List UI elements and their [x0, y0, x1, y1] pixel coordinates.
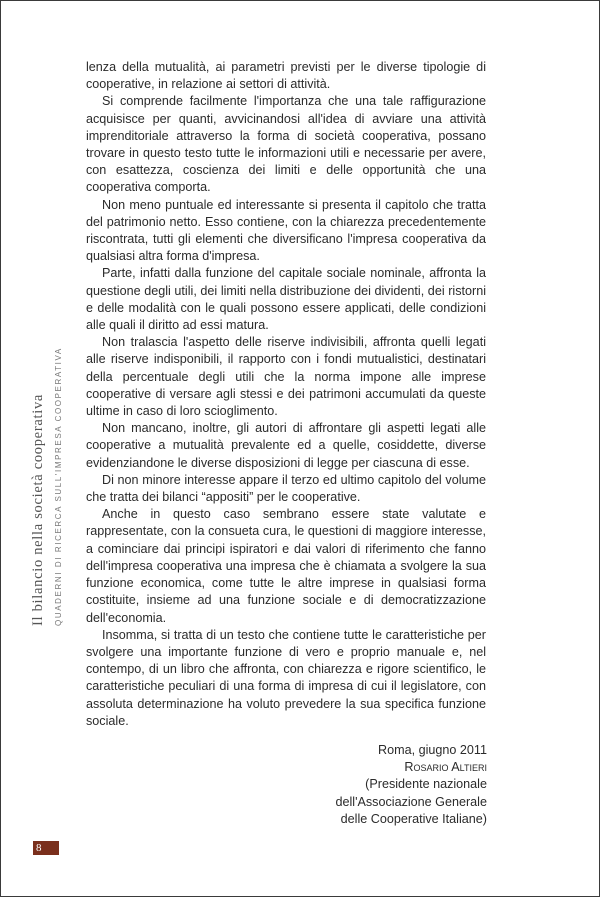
paragraph: Si comprende facilmente l'importanza che una tale raffigurazione acquisisce per quanti, avvicinandosi all'idea di avviare una attività imprenditoriale attraverso la forma di società cooperativa, possano trovare in questo testo tutte le informazioni utili e necessarie per avere, con esattezza, coscienza dei limiti e delle opportunità che una cooperativa comporta.	[86, 94, 486, 195]
signature-name: Rosario Altieri	[404, 760, 487, 775]
signature-block	[335, 742, 487, 828]
paragraph: Anche in questo caso sembrano essere state valutate e rappresentate, con la consueta cura, le questioni di maggiore interesse, a cominciare dai principi ispiratori e dai valori di riferimento che fanno dell'impresa cooperativa una impresa che è chiamata a svolgere la sua funzione economica, come tutte le altre imprese in qualsiasi forma costituite, insieme ad una funzione sociale e di democratizzazione dell'economia.	[86, 507, 486, 625]
paragraph: Parte, infatti dalla funzione del capitale sociale nominale, affronta la questione degli utili, dei limiti nella distribuzione dei dividenti, dei ristorni e delle modalità con le quali possono essere applicati, delle condizioni alle quali il diritto ad essi matura.	[86, 266, 486, 333]
series-subtitle-vertical: QUADERNI DI RICERCA SULL'IMPRESA COOPERATIVA	[54, 347, 63, 626]
signature-role: dell'Associazione Generale	[335, 794, 487, 809]
body-text	[86, 59, 486, 730]
paragraph: Non mancano, inoltre, gli autori di affrontare gli aspetti legati alle cooperative a mutualità prevalente ed a quelle, cosiddette, diverse evidenziandone le diverse disposizioni di legge per ciascuna di esse.	[86, 421, 486, 470]
signature-role: delle Cooperative Italiane)	[340, 811, 487, 826]
signature-place-date: Roma, giugno 2011	[378, 743, 487, 757]
paragraph: Insomma, si tratta di un testo che contiene tutte le caratteristiche per svolgere una importante funzione di vero e proprio manuale e, nel contempo, di un libro che affronta, con chiarezza e rigore scientifico, le caratteristiche peculiari di una forma di impresa di cui il legislatore, con assoluta determinazione ha voluto prevedere la sua specifica funzione sociale.	[86, 627, 486, 728]
book-title-vertical: Il bilancio nella società cooperativa	[30, 393, 46, 626]
page-number: 8	[33, 841, 59, 855]
paragraph: Non tralascia l'aspetto delle riserve indivisibili, affronta quelli legati alle riserve indisponibili, il rapporto con i fondi mutualistici, destinatari della percentuale degli utili che la norma impone alle imprese cooperative di versare agli stessi e dei patrimoni accumulati da queste ultime in caso di loro scioglimento.	[86, 335, 486, 419]
paragraph: Non meno puntuale ed interessante si presenta il capitolo che tratta del patrimonio netto. Esso contiene, con la chiarezza precedentemente riscontrata, tutti gli elementi che diversificano l'impresa cooperativa da qualsiasi altra forma d'impresa.	[86, 197, 486, 264]
paragraph: Di non minore interesse appare il terzo ed ultimo capitolo del volume che tratta dei bilanci “appositi” per le cooperative.	[86, 472, 486, 505]
signature-role: (Presidente nazionale	[365, 777, 487, 792]
paragraph: lenza della mutualità, ai parametri previsti per le diverse tipologie di cooperative, in relazione ai settori di attività.	[86, 60, 486, 92]
